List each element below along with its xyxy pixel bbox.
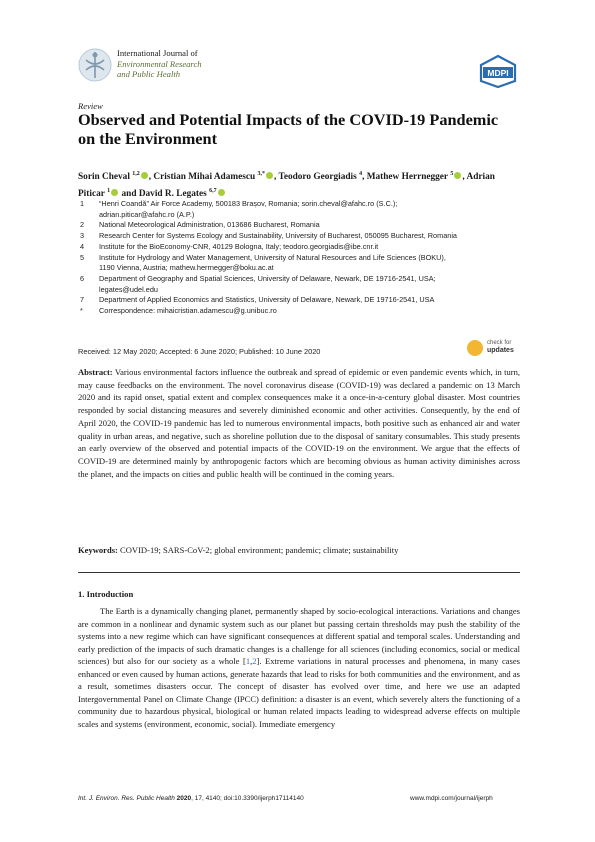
check-updates-line2: updates — [487, 347, 514, 354]
affiliation-row — [78, 242, 523, 253]
affiliation-number: 2 — [80, 220, 85, 230]
affiliation-row — [78, 199, 523, 210]
author-list — [78, 167, 523, 201]
affiliation-row — [78, 220, 523, 231]
orcid-icon[interactable] — [111, 189, 118, 196]
author-affiliation-marker: 4 — [359, 171, 363, 177]
author-name: Cristian Mihai Adamescu — [153, 172, 256, 183]
journal-logo — [78, 46, 112, 84]
introduction-paragraph — [78, 605, 520, 730]
mdpi-logo — [478, 54, 518, 88]
affiliation-number — [78, 263, 99, 274]
mdpi-logo-text: MDPI — [487, 67, 509, 78]
intro-text-part2: ]. Extreme variations in natural processes and phenomena, in many cases enhanced or even caused by human actions, generate hazards that lead to risks for both communities and the environment, and as a result, sometimes disasters occur. The concept of disaster has evolved over time, and here we use an adapted Intergovernmental Panel on Climate Change (IPCC) definition: a disaster is an event, which severely alters the functioning of a community due to hazardous physical, biological or human related impacts leading to widespread adverse effects on multiple scales and systems (environment, economic, social). Immediate emergency — [78, 656, 520, 729]
section-heading-introduction: 1. Introduction — [78, 589, 134, 599]
author-separator: and — [119, 189, 139, 200]
author-separator: , — [462, 172, 467, 183]
affiliation-text: legates@udel.edu — [99, 284, 158, 294]
article-title: Observed and Potential Impacts of the COVID-19 Pandemic on the Environment — [78, 110, 499, 148]
affiliation-row — [78, 231, 523, 242]
section-divider — [78, 572, 520, 573]
author-affiliation-marker: 5 — [450, 171, 454, 177]
affiliation-number — [78, 210, 99, 221]
author-name: Mathew Herrnegger — [366, 172, 449, 183]
orcid-icon[interactable] — [266, 172, 273, 179]
affiliation-row — [78, 263, 523, 274]
author-separator: , — [148, 172, 154, 183]
affiliation-number: 6 — [80, 273, 85, 283]
article-type: Review — [78, 101, 103, 111]
author-affiliation-marker: 3,* — [257, 171, 265, 177]
affiliation-text: Research Center for Systems Ecology and Sustainability, University of Bucharest, 050095 Bucharest, Romania — [99, 231, 457, 241]
footer-citation-rest: , 17, 4140; doi:10.3390/ijerph17114140 — [191, 795, 304, 802]
abstract-text: Various environmental factors influence the outbreak and spread of epidemic or even pandemic events which, in turn, may cause feedbacks on the environment. The novel coronavirus disease (COVID-19) was declared a pandemic on 13 March 2020 and its rapid onset, spatial extent and complex consequences make it a once-in-a-century global disaster. Most countries responded by social distancing measures and severely diminished economic and other activities. Consequently, by the end of April 2020, the COVID-19 pandemic has led to numerous environmental impacts, both positive such as enhanced air and water quality in urban areas, and negative, such as shoreline pollution due to the disposal of sanitary consumables. This study presents an early overview of the observed and potential impacts of the COVID-19 on the environment. We argue that the effects of COVID-19 are determined mainly by anthropogenic factors which are becoming obvious as human activity diminishes across the planet, and the impacts on cities and public health will be continued in the coming years. — [78, 367, 520, 479]
affiliation-text: Institute for the BioEconomy-CNR, 40129 Bologna, Italy; teodoro.georgiadis@ibe.cnr.it — [99, 241, 379, 251]
author-affiliation-marker: 1,2 — [132, 171, 140, 177]
keywords — [78, 544, 520, 556]
orcid-icon[interactable] — [454, 172, 461, 179]
affiliation-number — [78, 285, 99, 296]
affiliation-number: 5 — [80, 252, 85, 262]
journal-name — [117, 48, 202, 80]
affiliation-text: 1190 Vienna, Austria; mathew.herrnegger@boku.ac.at — [99, 263, 274, 273]
affiliation-number: 4 — [80, 241, 85, 251]
affiliation-text: adrian.piticar@afahc.ro (A.P.) — [99, 209, 195, 219]
citation-separator: , — [250, 656, 253, 667]
footer-journal-abbrev: Int. J. Environ. Res. Public Health — [78, 795, 175, 802]
intro-text-part1: The Earth is a dynamically changing planet, permanently shaped by socio-ecological interactions. Variations and changes are common in a nonlinear and dynamic system such as our planet but passing certain thresholds may push the stability of the systems into a new regime which can have significant consequences at different spatial and temporal scales. Understanding and early prediction of the impacts of such dramatic changes is a challenge for all sciences (including economics, social or medical sciences) but also for our society as a whole [ — [78, 606, 520, 667]
affiliation-text: Department of Geography and Spatial Sciences, University of Delaware, Newark, DE 19716-2541, USA; — [99, 273, 436, 283]
affiliation-row — [78, 295, 523, 306]
affiliation-row — [78, 285, 523, 296]
affiliation-row — [78, 306, 523, 317]
keywords-text: COVID-19; SARS-CoV-2; global environment; pandemic; climate; sustainability — [120, 545, 399, 555]
affiliation-row — [78, 210, 523, 221]
footer-citation — [78, 795, 304, 802]
affiliation-text: Department of Applied Economics and Statistics, University of Delaware, Newark, DE 19716-2541, USA — [99, 295, 435, 305]
orcid-icon[interactable] — [141, 172, 148, 179]
author-separator: , — [274, 172, 279, 183]
check-for-updates-badge[interactable] — [467, 339, 525, 359]
check-updates-line1: check for — [487, 340, 512, 346]
affiliation-row — [78, 253, 523, 264]
affiliation-number: 1 — [80, 199, 85, 208]
affiliations — [78, 199, 523, 317]
journal-name-line3: and Public Health — [117, 69, 181, 79]
author-separator: , — [362, 172, 367, 183]
author-name: Sorin Cheval — [78, 172, 130, 183]
keywords-label: Keywords: — [78, 545, 118, 555]
author-name: David R. Legates — [138, 189, 207, 200]
author-affiliation-marker: 1 — [107, 188, 111, 195]
journal-name-line1: International Journal of — [117, 48, 198, 58]
affiliation-text: Institute for Hydrology and Water Management, University of Natural Resources and Life Sciences (BOKU), — [99, 252, 446, 262]
affiliation-row — [78, 274, 523, 285]
author-name: Adrian Piticar — [78, 172, 495, 200]
affiliation-number: * — [80, 306, 83, 316]
author-name: Teodoro Georgiadis — [278, 172, 357, 183]
orcid-icon[interactable] — [218, 189, 225, 196]
affiliation-text: “Henri Coandă” Air Force Academy, 500183 Brașov, Romania; sorin.cheval@afahc.ro (S.C.); — [99, 199, 398, 208]
affiliation-text: National Meteorological Administration, 013686 Bucharest, Romania — [99, 220, 320, 230]
check-updates-icon — [467, 340, 483, 356]
affiliation-number: 7 — [80, 295, 85, 305]
citation-link-1[interactable]: 1 — [245, 656, 251, 667]
abstract — [78, 366, 520, 480]
journal-name-line2: Environmental Research — [117, 58, 202, 69]
footer-journal-url[interactable]: www.mdpi.com/journal/ijerph — [410, 795, 493, 802]
affiliation-text: Correspondence: mihaicristian.adamescu@g.unibuc.ro — [99, 306, 277, 316]
author-affiliation-marker: 6,7 — [209, 188, 217, 195]
affiliation-number: 3 — [80, 231, 85, 241]
abstract-label: Abstract: — [78, 367, 113, 377]
footer-year: 2020 — [176, 795, 192, 802]
publication-dates: Received: 12 May 2020; Accepted: 6 June 2020; Published: 10 June 2020 — [78, 347, 321, 356]
citation-link-2[interactable]: 2 — [252, 656, 257, 667]
